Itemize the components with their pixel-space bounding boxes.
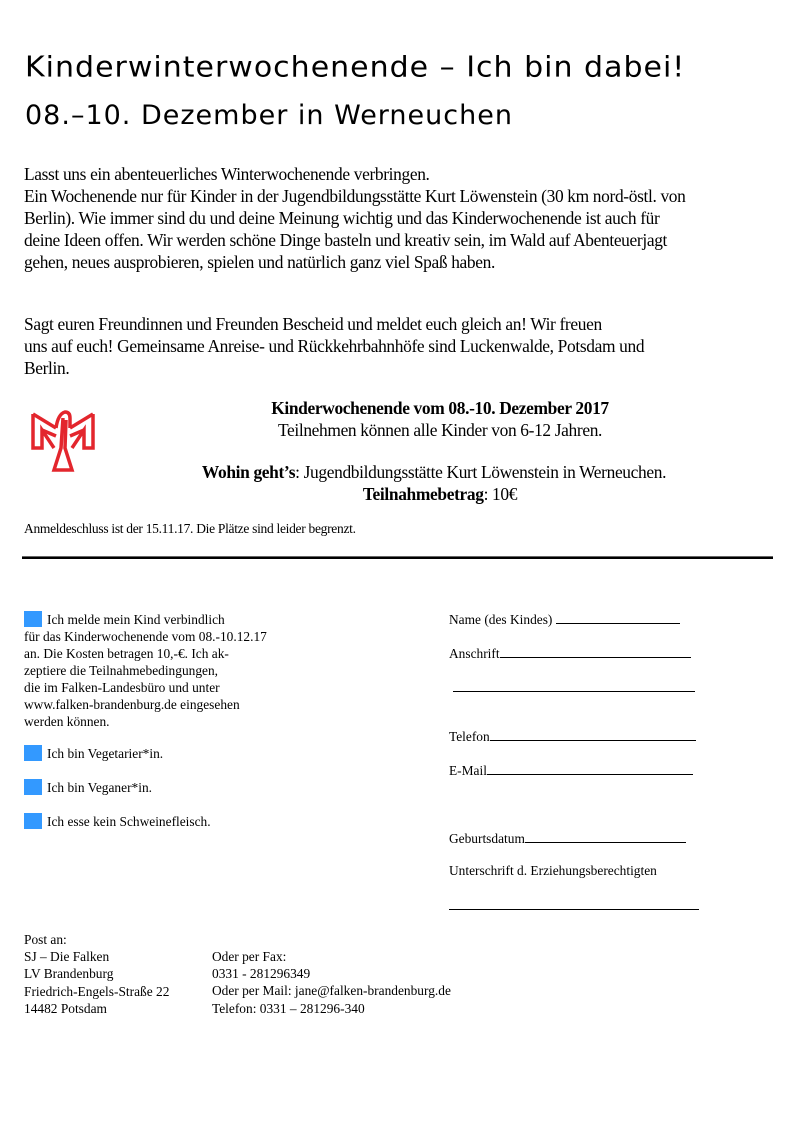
address-label: Anschrift xyxy=(449,646,500,661)
address-input-line[interactable] xyxy=(500,645,691,658)
email-label: E-Mail xyxy=(449,763,487,778)
name-field xyxy=(449,611,680,628)
consent-line: an. Die Kosten betragen 10,-€. Ich ak- xyxy=(24,646,229,661)
fee-label: Teilnahmebetrag xyxy=(362,484,484,504)
postal-line: 14482 Potsdam xyxy=(24,1000,107,1016)
intro-line: Ein Wochenende nur für Kinder in der Jugendbildungsstätte Kurt Löwenstein (30 km nord-östl. von xyxy=(24,186,686,206)
signature-input-line[interactable] xyxy=(449,897,699,910)
contact-line: Oder per Mail: jane@falken-brandenburg.de xyxy=(212,983,451,999)
intro-paragraph xyxy=(24,163,685,273)
vegan-checkbox[interactable] xyxy=(24,779,42,795)
postal-address xyxy=(24,931,169,1017)
birthdate-field xyxy=(449,830,686,847)
phone-label: Telefon xyxy=(449,729,490,744)
deadline-note: Anmeldeschluss ist der 15.11.17. Die Plätze sind leider begrenzt. xyxy=(24,521,356,536)
postal-line: Post an: xyxy=(24,932,67,947)
contact-line: Telefon: 0331 – 281296-340 xyxy=(212,1000,365,1016)
no-pork-checkbox[interactable] xyxy=(24,813,42,829)
option-label: Ich esse kein Schweinefleisch. xyxy=(47,814,211,829)
consent-line: www.falken-brandenburg.de eingesehen xyxy=(24,697,240,712)
contact-line: Oder per Fax: xyxy=(212,949,287,964)
postal-line: SJ – Die Falken xyxy=(24,949,110,965)
consent-block xyxy=(24,611,267,730)
event-location xyxy=(134,462,734,483)
address-field-2 xyxy=(453,679,695,696)
vegetarian-checkbox[interactable] xyxy=(24,745,42,761)
address-input-line-2[interactable] xyxy=(453,679,695,692)
option-label: Ich bin Vegetarier*in. xyxy=(47,746,164,761)
address-field xyxy=(449,645,691,662)
intro-line: Berlin). Wie immer sind du und deine Meinung wichtig und das Kinderwochenende ist auch für xyxy=(24,208,660,228)
option-no-pork xyxy=(24,813,211,830)
signature-field xyxy=(449,897,699,914)
postal-line: Friedrich-Engels-Straße 22 xyxy=(24,983,170,999)
intro-line: Lasst uns ein abenteuerliches Winterwochenende verbringen. xyxy=(24,164,430,184)
option-vegan xyxy=(24,779,152,796)
phone-field xyxy=(449,728,696,745)
invite-line: Berlin. xyxy=(24,358,70,378)
postal-line: LV Brandenburg xyxy=(24,966,114,982)
consent-line: zeptiere die Teilnahmebedingungen, xyxy=(24,663,219,678)
consent-checkbox[interactable] xyxy=(24,611,42,627)
email-field xyxy=(449,762,693,779)
name-label: Name (des Kindes) xyxy=(449,612,556,627)
page-title: Kinderwinterwochenende – Ich bin dabei! xyxy=(25,50,686,85)
falken-logo-icon xyxy=(30,408,96,474)
invite-line: Sagt euren Freundinnen und Freunden Bescheid und meldet euch gleich an! Wir freuen xyxy=(24,314,602,334)
intro-line: gehen, neues ausprobieren, spielen und natürlich ganz viel Spaß haben. xyxy=(24,252,495,272)
page-subtitle: 08.–10. Dezember in Werneuchen xyxy=(25,100,513,131)
signature-label: Unterschrift d. Erziehungsberechtigten xyxy=(449,863,657,878)
consent-line: Ich melde mein Kind verbindlich xyxy=(47,612,225,627)
contact-line: 0331 - 281296349 xyxy=(212,966,311,982)
consent-line: die im Falken-Landesbüro und unter xyxy=(24,680,220,695)
phone-input-line[interactable] xyxy=(490,728,696,741)
location-label: Wohin geht’s xyxy=(201,462,296,482)
event-fee xyxy=(140,484,740,505)
event-headline: Kinderwochenende vom 08.-10. Dezember 2017 xyxy=(271,398,609,418)
contact-info xyxy=(212,948,451,1017)
consent-line: werden können. xyxy=(24,714,110,729)
email-input-line[interactable] xyxy=(487,762,693,775)
birthdate-input-line[interactable] xyxy=(525,830,686,843)
invite-line: uns auf euch! Gemeinsame Anreise- und Rückkehrbahnhöfe sind Luckenwalde, Potsdam und xyxy=(24,336,645,356)
cut-line-divider xyxy=(22,556,773,559)
location-value: : Jugendbildungsstätte Kurt Löwenstein in Werneuchen. xyxy=(295,462,667,482)
name-input-line[interactable] xyxy=(556,611,680,624)
birthdate-label: Geburtsdatum xyxy=(449,831,525,846)
event-ages: Teilnehmen können alle Kinder von 6-12 Jahren. xyxy=(277,420,603,440)
option-label: Ich bin Veganer*in. xyxy=(47,780,152,795)
intro-line: deine Ideen offen. Wir werden schöne Dinge basteln und kreativ sein, im Wald auf Abenteuerjagt xyxy=(24,230,668,250)
fee-value: : 10€ xyxy=(483,484,518,504)
consent-line: für das Kinderwochenende vom 08.-10.12.17 xyxy=(24,629,267,644)
option-vegetarian xyxy=(24,745,163,762)
invite-paragraph xyxy=(24,313,644,379)
